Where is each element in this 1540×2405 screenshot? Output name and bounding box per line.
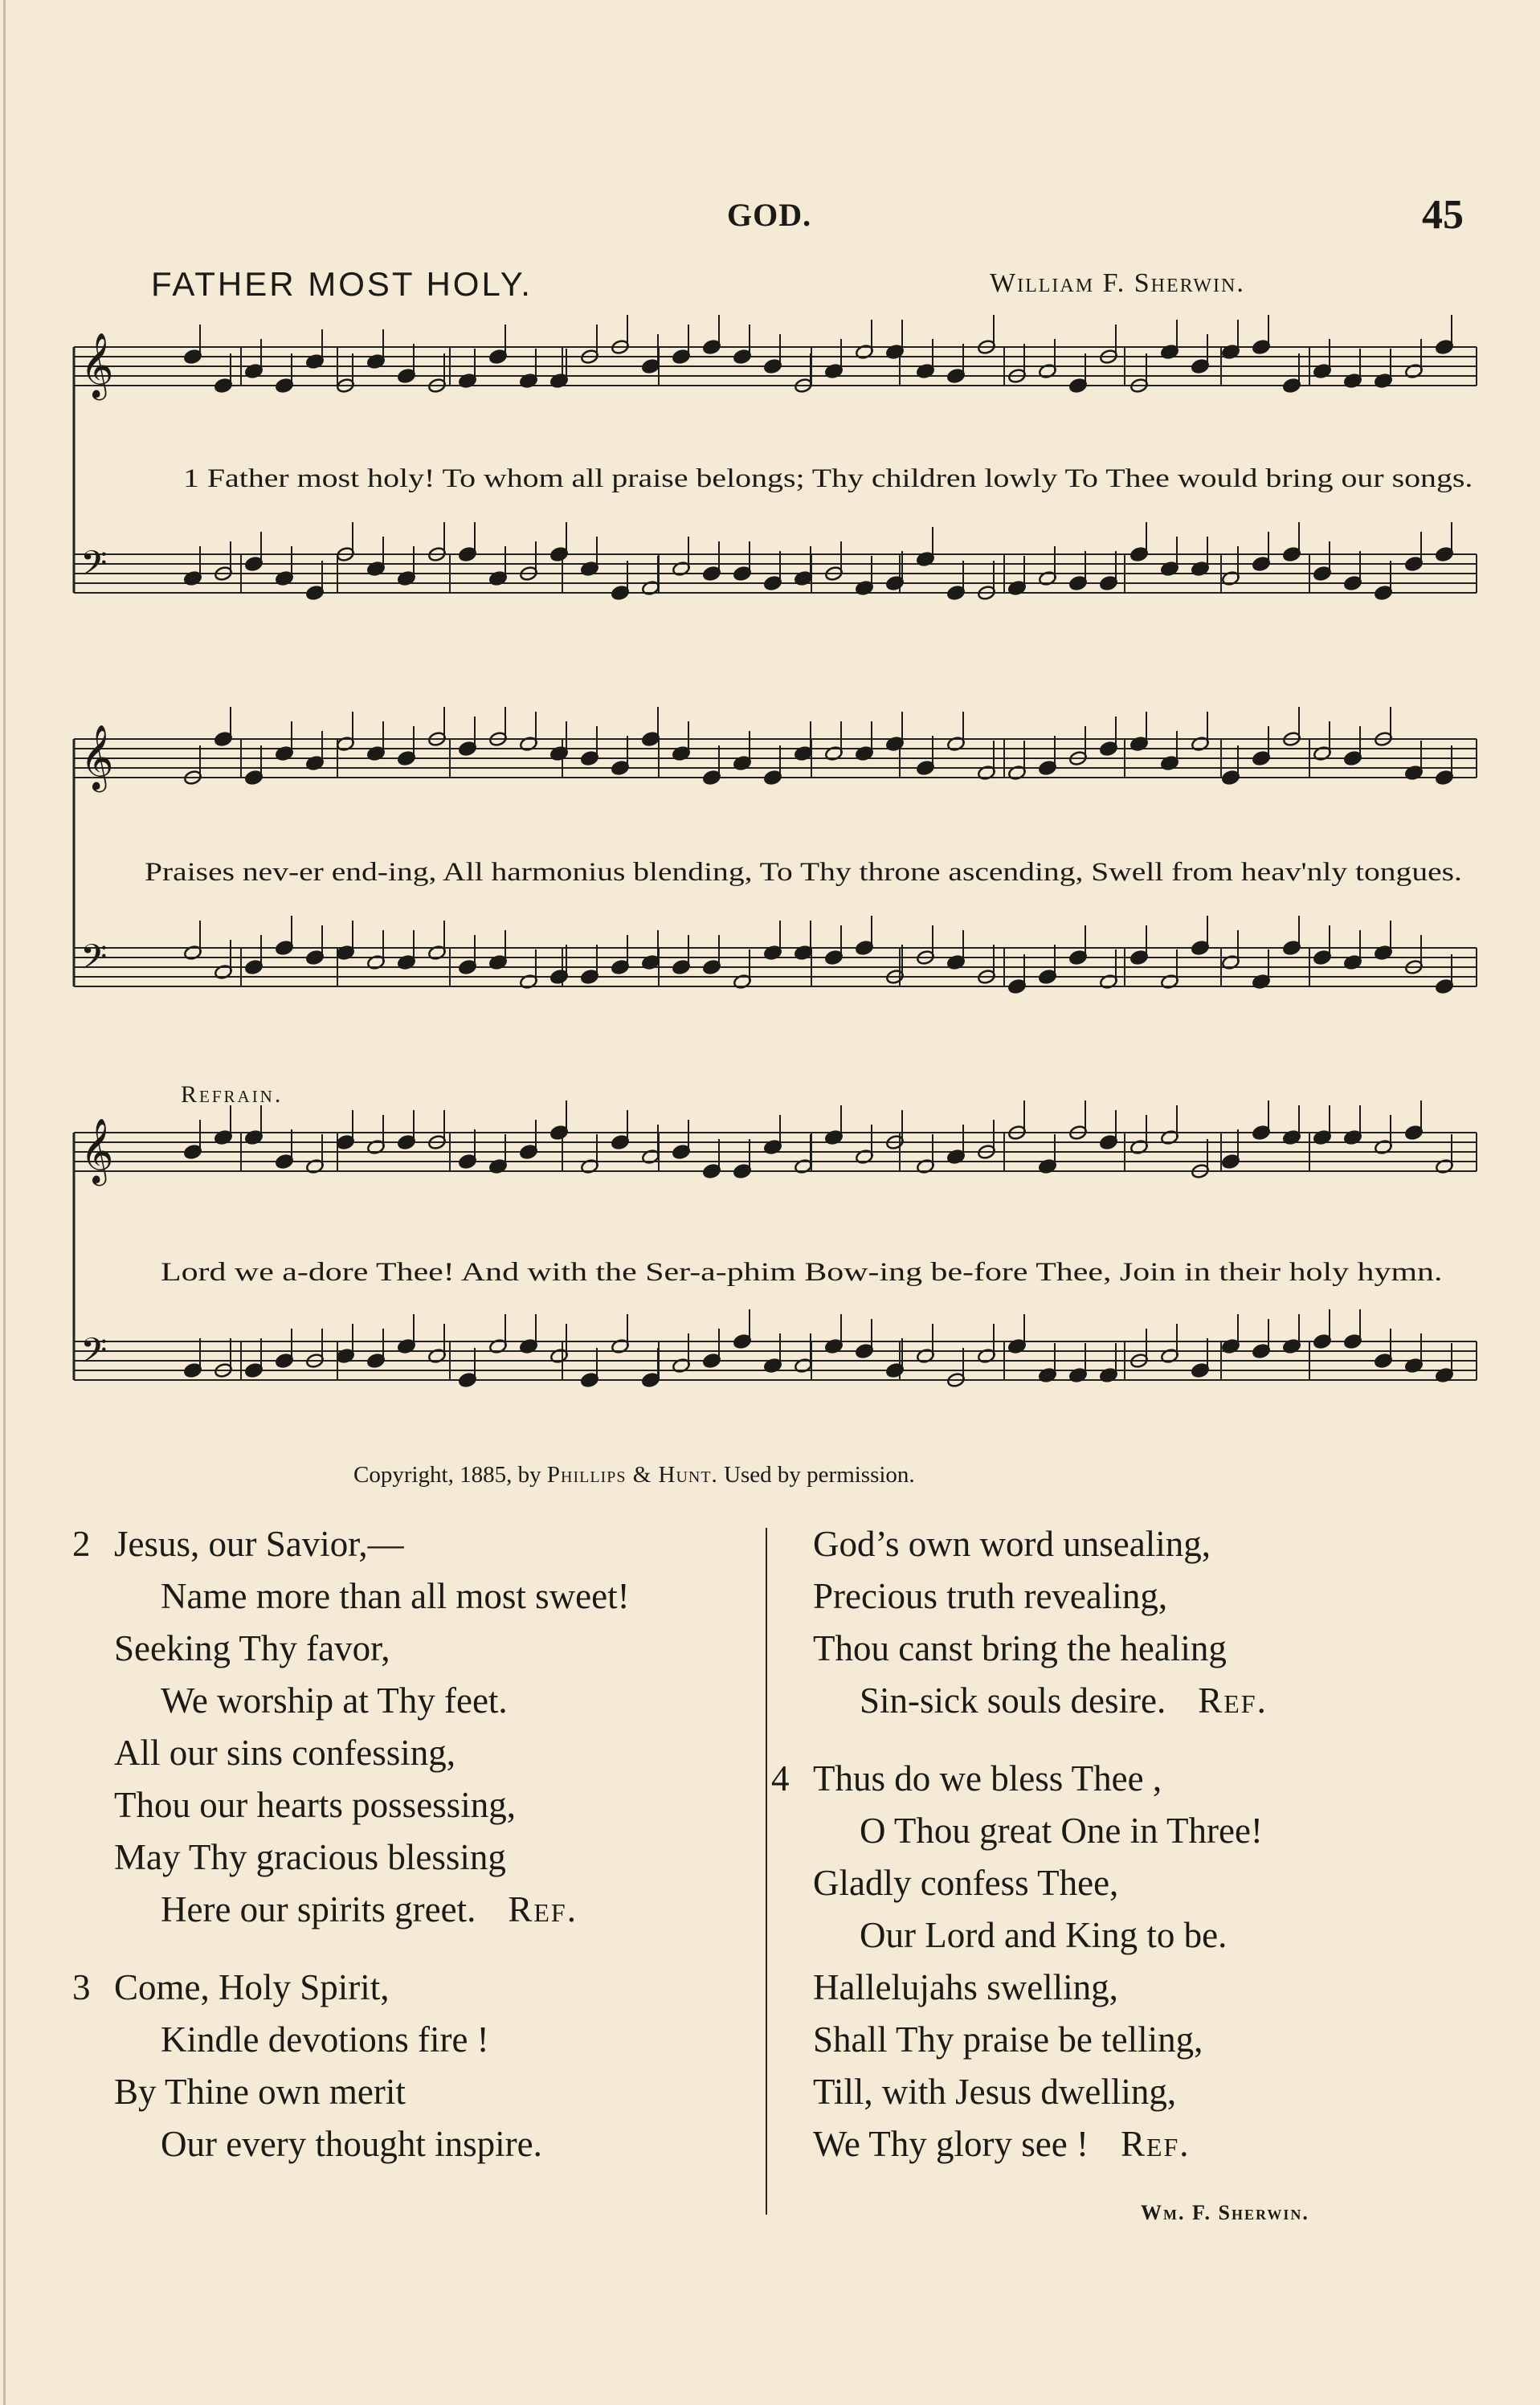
- stanza-3: [72, 1962, 763, 2170]
- verse-line: We worship at Thy feet.: [161, 1680, 508, 1721]
- stanza-3-continued: [771, 1518, 1494, 1727]
- verse-line: Kindle devotions fire !: [161, 2019, 489, 2060]
- copyright-publisher: Phillips & Hunt.: [546, 1462, 718, 1488]
- refrain-marker: Ref.: [1120, 2124, 1191, 2164]
- refrain-label: Refrain.: [181, 1081, 284, 1108]
- bass-clef-icon: 𝄢: [80, 937, 108, 986]
- verse-line: Till, with Jesus dwelling,: [813, 2072, 1177, 2112]
- verse-line: 4 Thus do we bless Thee ,: [771, 1753, 1494, 1805]
- verse-line: May Thy gracious blessing: [114, 1837, 506, 1877]
- lyric-line-2: Praises nev-er end-ing, All harmonius blending, To Thy throne ascending, Swell from heav'nly tongues.: [145, 858, 1462, 887]
- verse-line: Our every thought inspire.: [161, 2124, 542, 2164]
- hymn-title: FATHER MOST HOLY.: [151, 265, 533, 303]
- verses-left-column: [72, 1518, 763, 2196]
- bass-clef-icon: 𝄢: [80, 1331, 108, 1379]
- refrain-marker: Ref.: [1198, 1680, 1268, 1721]
- treble-clef-icon: 𝄞: [80, 724, 114, 790]
- verse-line: Seeking Thy favor,: [114, 1628, 390, 1668]
- verse-line: By Thine own merit: [114, 2072, 406, 2112]
- verse-line: 2 Jesus, our Savior,—: [72, 1518, 763, 1570]
- page-number: 45: [1422, 192, 1464, 238]
- treble-clef-icon: 𝄞: [80, 1117, 114, 1183]
- verses-right-column: [771, 1518, 1494, 2196]
- stanza-number: 4: [771, 1758, 790, 1799]
- verse-line: 3 Come, Holy Spirit,: [72, 1962, 763, 2014]
- stanza-number: 2: [72, 1524, 91, 1564]
- verse-line: Name more than all most sweet!: [161, 1576, 630, 1616]
- treble-clef-icon: 𝄞: [80, 332, 114, 398]
- verse-line: All our sins confessing,: [114, 1733, 455, 1773]
- verse-line: Sin-sick souls desire. Ref.: [860, 1680, 1268, 1721]
- verse-line: Precious truth revealing,: [813, 1576, 1168, 1616]
- stanza-2: [72, 1518, 763, 1936]
- lyric-line-1: 1 Father most holy! To whom all praise belongs; Thy children lowly To Thee would bring our songs.: [183, 464, 1473, 493]
- verse-line: Shall Thy praise be telling,: [813, 2019, 1203, 2060]
- composer-credit: William F. Sherwin.: [990, 268, 1245, 298]
- verse-line: O Thou great One in Three!: [860, 1811, 1263, 1851]
- verse-line: Here our spirits greet. Ref.: [161, 1889, 578, 1929]
- refrain-marker: Ref.: [508, 1889, 578, 1929]
- lyric-refrain: Lord we a-dore Thee! And with the Ser-a-phim Bow-ing be-fore Thee, Join in their holy hymn.: [161, 1258, 1443, 1287]
- verse-line: God’s own word unsealing,: [813, 1524, 1211, 1564]
- verse-line: Our Lord and King to be.: [860, 1915, 1228, 1955]
- verse-line: We Thy glory see ! Ref.: [813, 2124, 1191, 2164]
- copyright-notice: [353, 1462, 915, 1488]
- verse-line: Hallelujahs swelling,: [813, 1967, 1118, 2007]
- copyright-suffix: Used by permission.: [717, 1462, 915, 1488]
- verse-author: Wm. F. Sherwin.: [1141, 2201, 1309, 2224]
- stanza-4: [771, 1753, 1494, 2170]
- verse-line: Thou canst bring the healing: [813, 1628, 1227, 1668]
- verse-line: Thou our hearts possessing,: [114, 1785, 516, 1825]
- verse-line: Gladly confess Thee,: [813, 1863, 1119, 1903]
- stanza-number: 3: [72, 1967, 91, 2007]
- verses: [0, 1518, 1540, 2241]
- running-head: GOD.: [727, 197, 812, 233]
- copyright-prefix: Copyright, 1885, by: [353, 1462, 547, 1488]
- bass-clef-icon: 𝄢: [80, 544, 108, 592]
